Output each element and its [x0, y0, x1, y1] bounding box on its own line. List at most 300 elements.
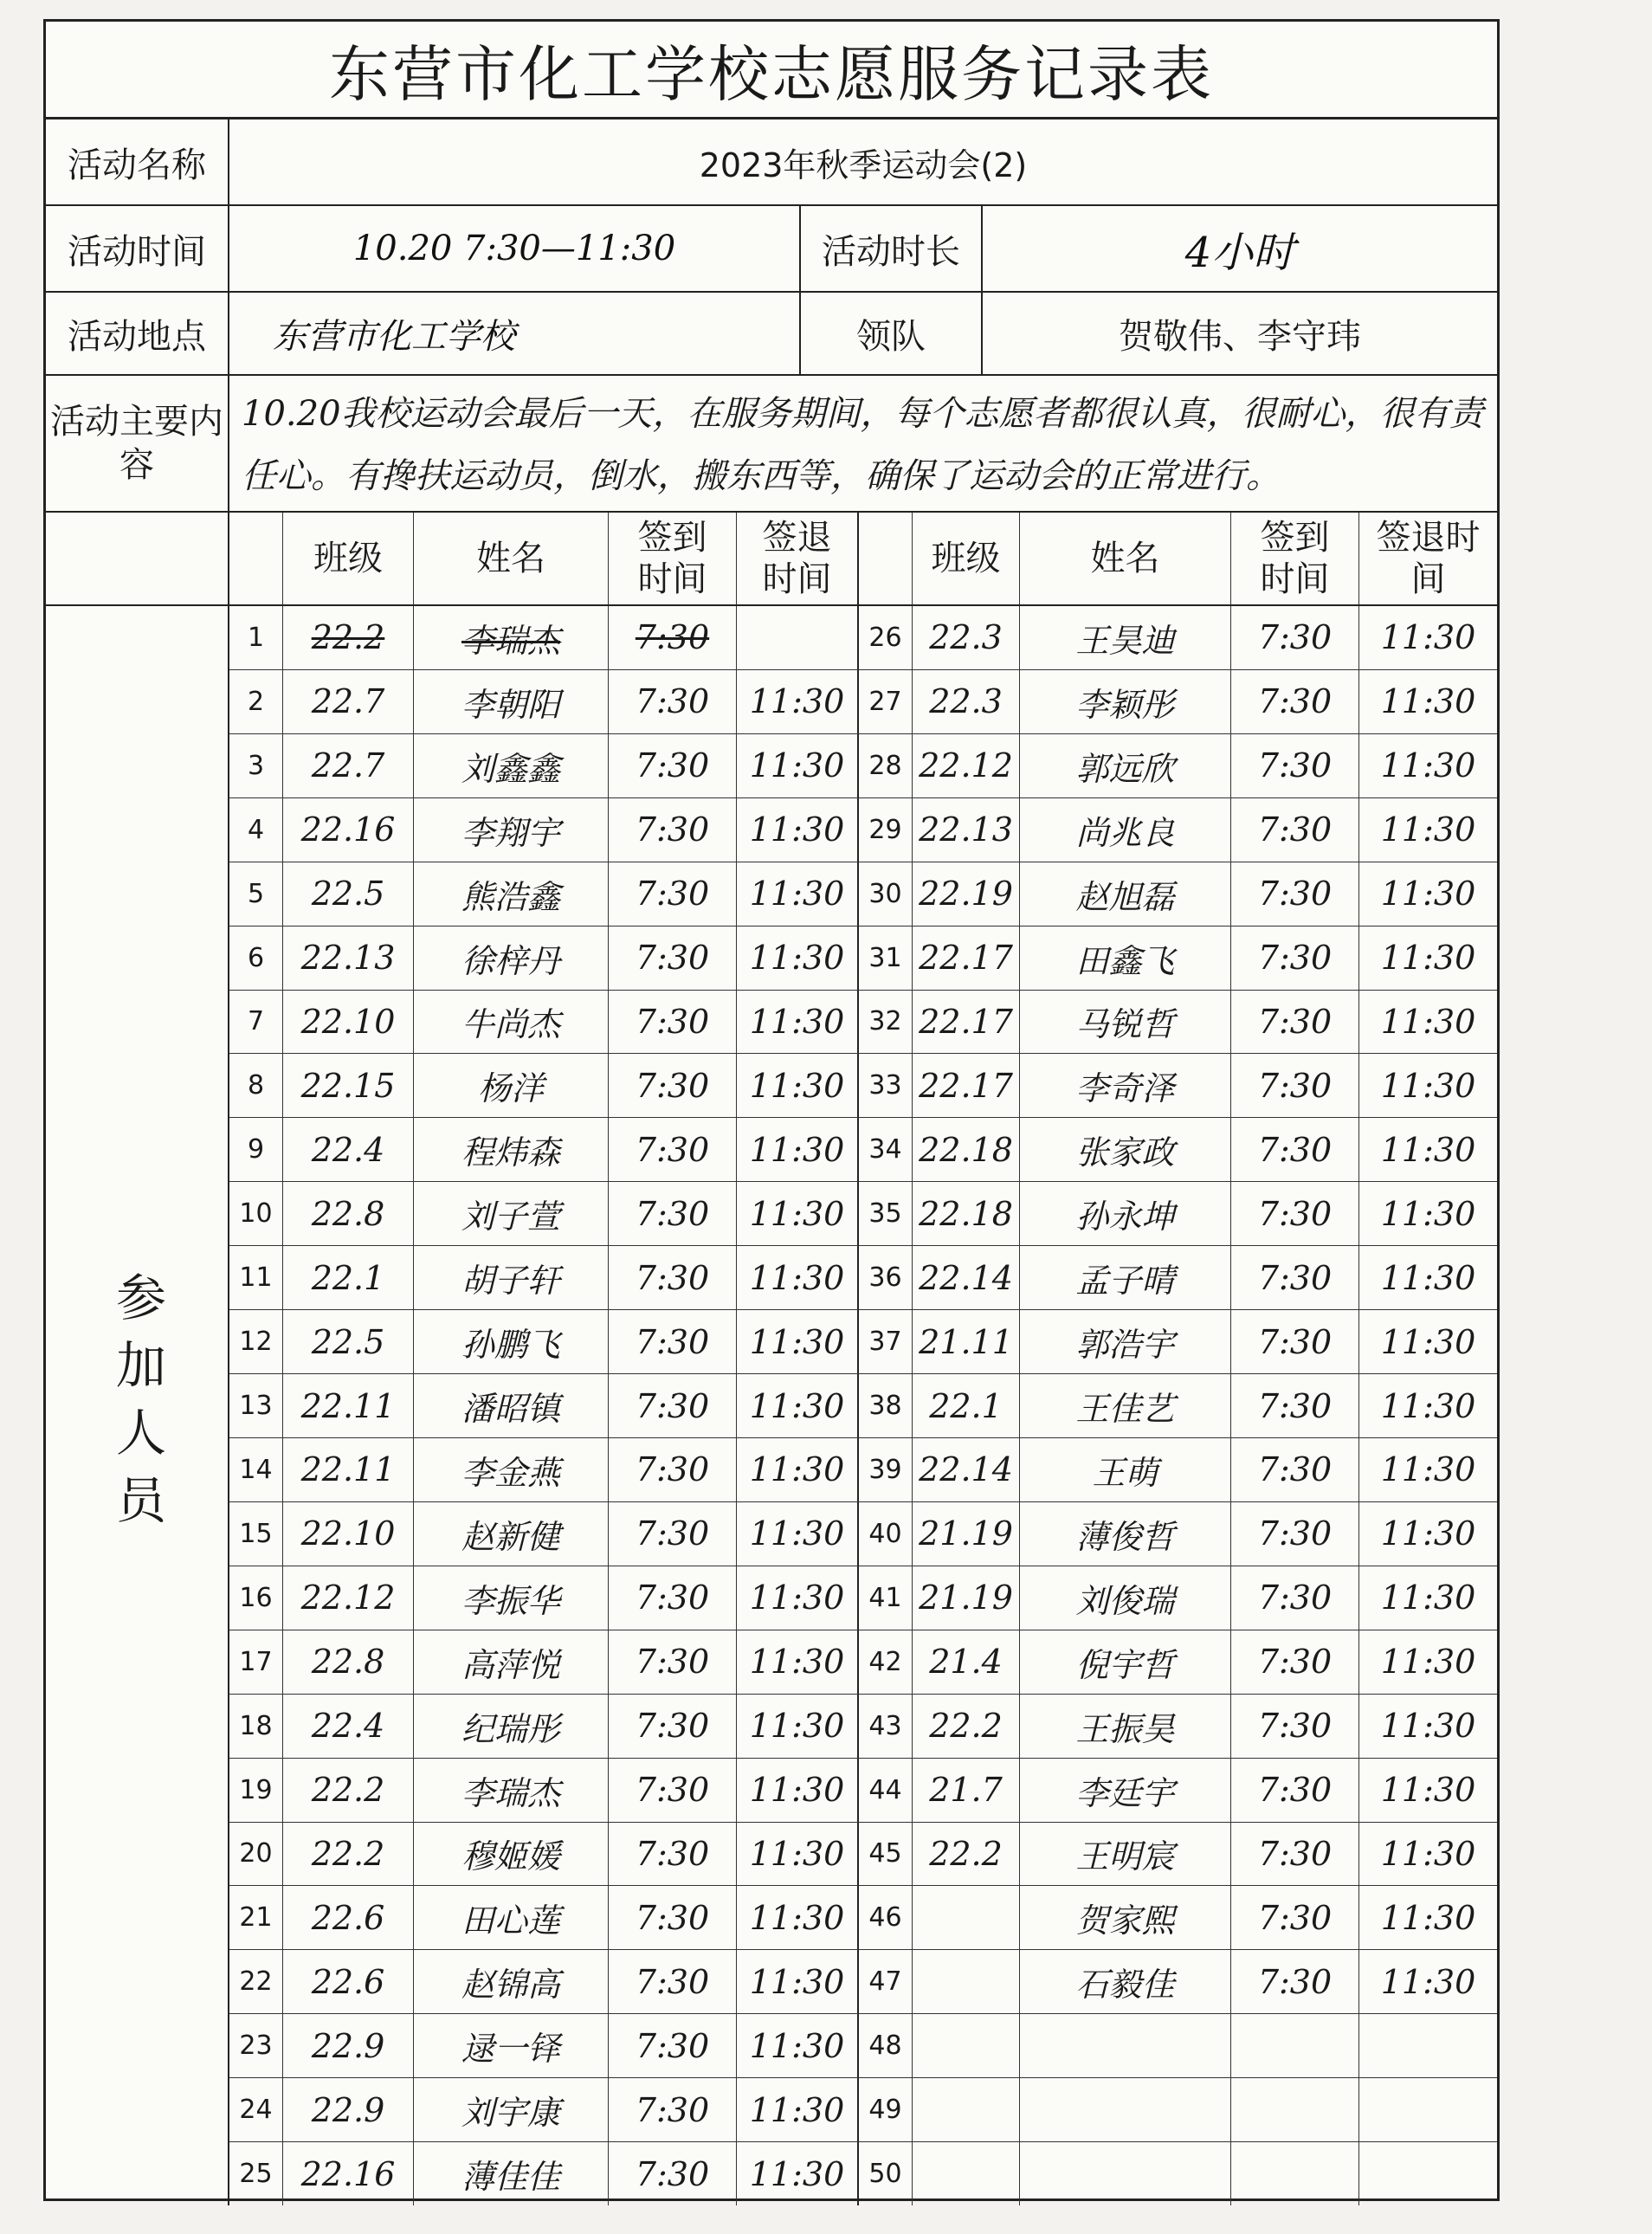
row-class: 22.8 — [283, 1182, 414, 1245]
row-name: 潘昭镇 — [414, 1374, 609, 1437]
row-name: 纪瑞彤 — [414, 1695, 609, 1758]
row-sign-out: 11:30 — [1380, 682, 1476, 721]
row-name: 牛尚杰 — [414, 991, 609, 1054]
row-sign-out: 11:30 — [737, 670, 859, 733]
table-row — [229, 1630, 1497, 1695]
row-sign-out: 11:30 — [737, 1374, 859, 1437]
participants-label-text: 参加人员 — [107, 1270, 166, 1541]
row-sign-out: 11:30 — [737, 1695, 859, 1758]
row-sign-out: 11:30 — [737, 2142, 859, 2205]
row-sign-in: 7:30 — [1231, 734, 1359, 797]
row-name: 赵旭磊 — [1020, 862, 1231, 926]
row-class: 22.3 — [913, 670, 1020, 733]
row-name: 徐梓丹 — [414, 927, 609, 990]
table-row — [229, 927, 1497, 991]
row-class: 22.7 — [283, 734, 414, 797]
row-sign-out: 11:30 — [1380, 1258, 1476, 1297]
row-name — [1020, 2142, 1231, 2205]
row-class: 21.19 — [913, 1502, 1020, 1566]
table-row — [229, 1246, 1497, 1310]
row-class: 22.2 — [913, 1823, 1020, 1886]
row-number: 31 — [859, 927, 913, 990]
row-name: 倪宇哲 — [1020, 1630, 1231, 1694]
row-number: 45 — [859, 1823, 913, 1886]
row-name: 尚兆良 — [1020, 798, 1231, 862]
row-class: 22.9 — [283, 2078, 414, 2141]
row-name: 胡子轩 — [414, 1246, 609, 1309]
row-name: 王昊迪 — [1020, 606, 1231, 669]
row-sign-out: 11:30 — [1380, 1130, 1476, 1169]
table-row — [229, 1182, 1497, 1246]
row-sign-in: 7:30 — [609, 2014, 737, 2077]
row-sign-out: 11:30 — [737, 1438, 859, 1501]
row-sign-in: 7:30 — [1231, 798, 1359, 862]
row-class: 22.5 — [283, 862, 414, 926]
row-sign-in: 7:30 — [609, 734, 737, 797]
row-sign-out: 11:30 — [737, 1054, 859, 1117]
table-row — [229, 2014, 1497, 2078]
table-row — [229, 2142, 1497, 2205]
header-class-right: 班级 — [913, 513, 1020, 604]
table-row — [229, 1695, 1497, 1759]
row-sign-out: 11:30 — [1380, 1322, 1476, 1361]
row-sign-in: 7:30 — [1231, 1118, 1359, 1181]
row-name — [1020, 2014, 1231, 2077]
row-sign-in: 7:30 — [609, 1695, 737, 1758]
row-number: 8 — [229, 1054, 283, 1117]
row-sign-out: 11:30 — [737, 798, 859, 862]
table-row — [229, 734, 1497, 798]
row-class: 22.3 — [913, 606, 1020, 669]
activity-time-value: 10.20 7:30—11:30 — [229, 206, 801, 291]
row-class: 21.11 — [913, 1310, 1020, 1373]
row-sign-in: 7:30 — [1231, 1630, 1359, 1694]
row-sign-in: 7:30 — [1231, 1886, 1359, 1949]
header-signout-right: 签退时间 — [1376, 518, 1481, 599]
row-name: 孟子晴 — [1020, 1246, 1231, 1309]
row-sign-in: 7:30 — [609, 1823, 737, 1886]
activity-content-value: 10.20我校运动会最后一天，在服务期间，每个志愿者都很认真，很耐心，很有责任心。有搀扶运动员，倒水，搬东西等，确保了运动会的正常进行。 — [242, 394, 1484, 496]
row-sign-in: 7:30 — [1231, 1054, 1359, 1117]
row-number: 15 — [229, 1502, 283, 1566]
row-class: 22.10 — [283, 1502, 414, 1566]
row-number: 28 — [859, 734, 913, 797]
row-number: 2 — [229, 670, 283, 733]
activity-place-value: 东营市化工学校 — [229, 293, 801, 374]
row-number: 48 — [859, 2014, 913, 2077]
row-number: 32 — [859, 991, 913, 1054]
activity-time-row — [46, 206, 1497, 293]
row-sign-in: 7:30 — [1231, 606, 1359, 669]
row-class: 22.11 — [283, 1374, 414, 1437]
row-name: 王振昊 — [1020, 1695, 1231, 1758]
row-name: 王佳艺 — [1020, 1374, 1231, 1437]
row-name: 李朝阳 — [414, 670, 609, 733]
participants-table-body — [229, 606, 1497, 2205]
table-row — [229, 991, 1497, 1055]
row-number: 27 — [859, 670, 913, 733]
row-number: 37 — [859, 1310, 913, 1373]
row-class: 22.19 — [913, 862, 1020, 926]
row-number: 47 — [859, 1950, 913, 2013]
row-sign-out: 11:30 — [1380, 1514, 1476, 1553]
row-sign-out: 11:30 — [737, 1502, 859, 1566]
row-number: 16 — [229, 1566, 283, 1630]
row-number: 10 — [229, 1182, 283, 1245]
row-number: 49 — [859, 2078, 913, 2141]
row-name: 郭远欣 — [1020, 734, 1231, 797]
row-name: 刘子萱 — [414, 1182, 609, 1245]
row-sign-out: 11:30 — [1380, 746, 1476, 785]
header-name-right: 姓名 — [1020, 513, 1231, 604]
row-sign-out: 11:30 — [737, 2078, 859, 2141]
row-number: 46 — [859, 1886, 913, 1949]
row-sign-out: 11:30 — [1380, 1579, 1476, 1617]
row-number: 35 — [859, 1182, 913, 1245]
row-sign-in: 7:30 — [1231, 1950, 1359, 2013]
row-class: 22.17 — [913, 1054, 1020, 1117]
row-class: 22.18 — [913, 1118, 1020, 1181]
row-name: 马锐哲 — [1020, 991, 1231, 1054]
activity-content-label: 活动主要内容 — [46, 376, 229, 511]
row-class: 22.2 — [913, 1695, 1020, 1758]
row-name: 杨洋 — [414, 1054, 609, 1117]
row-sign-in: 7:30 — [609, 670, 737, 733]
table-row — [229, 1118, 1497, 1182]
row-sign-out: 11:30 — [1380, 1962, 1476, 2001]
row-class: 21.4 — [913, 1630, 1020, 1694]
row-sign-in: 7:30 — [1231, 1502, 1359, 1566]
row-sign-in: 7:30 — [609, 1502, 737, 1566]
header-no-left — [229, 513, 283, 604]
row-sign-in: 7:30 — [1231, 991, 1359, 1054]
row-number: 25 — [229, 2142, 283, 2205]
row-sign-in: 7:30 — [1231, 1182, 1359, 1245]
row-class — [913, 1950, 1020, 2013]
row-class: 22.13 — [913, 798, 1020, 862]
row-number: 6 — [229, 927, 283, 990]
row-class: 22.12 — [913, 734, 1020, 797]
row-name: 薄佳佳 — [414, 2142, 609, 2205]
row-number: 50 — [859, 2142, 913, 2205]
row-number: 22 — [229, 1950, 283, 2013]
row-sign-out: 11:30 — [737, 1118, 859, 1181]
row-name: 李振华 — [414, 1566, 609, 1630]
row-number: 13 — [229, 1374, 283, 1437]
row-number: 5 — [229, 862, 283, 926]
row-class: 22.1 — [283, 1246, 414, 1309]
table-row — [229, 1759, 1497, 1823]
row-sign-in: 7:30 — [609, 1950, 737, 2013]
header-name-left: 姓名 — [414, 513, 609, 604]
participants-table-header — [229, 513, 1497, 606]
row-sign-in: 7:30 — [609, 1438, 737, 1501]
row-number: 38 — [859, 1374, 913, 1437]
header-signout-left: 签退时间 — [737, 513, 859, 604]
row-number: 42 — [859, 1630, 913, 1694]
row-sign-in — [1231, 2142, 1359, 2205]
row-number: 33 — [859, 1054, 913, 1117]
row-name: 赵锦高 — [414, 1950, 609, 2013]
table-row — [229, 1886, 1497, 1950]
row-class: 22.9 — [283, 2014, 414, 2077]
row-class: 22.15 — [283, 1054, 414, 1117]
row-class: 22.17 — [913, 927, 1020, 990]
row-name: 李瑞杰 — [414, 606, 609, 669]
row-sign-out: 11:30 — [737, 1310, 859, 1373]
row-sign-out: 11:30 — [737, 1246, 859, 1309]
row-sign-in: 7:30 — [609, 1566, 737, 1630]
row-number: 3 — [229, 734, 283, 797]
row-name: 郭浩宇 — [1020, 1310, 1231, 1373]
participants-side — [46, 513, 229, 2205]
table-row — [229, 862, 1497, 927]
form-title: 东营市化工学校志愿服务记录表 — [46, 22, 1497, 119]
row-class: 22.14 — [913, 1246, 1020, 1309]
row-class: 22.8 — [283, 1630, 414, 1694]
table-row — [229, 606, 1497, 670]
row-sign-in: 7:30 — [609, 798, 737, 862]
row-sign-out: 11:30 — [1380, 1194, 1476, 1233]
row-number: 39 — [859, 1438, 913, 1501]
row-sign-out: 11:30 — [1380, 1386, 1476, 1425]
row-name: 李奇泽 — [1020, 1054, 1231, 1117]
row-name: 孙鹏飞 — [414, 1310, 609, 1373]
row-sign-in: 7:30 — [609, 1759, 737, 1822]
row-class: 22.4 — [283, 1695, 414, 1758]
header-signin-left: 签到时间 — [609, 513, 737, 604]
row-sign-in: 7:30 — [609, 1182, 737, 1245]
row-number: 1 — [229, 606, 283, 669]
table-row — [229, 1310, 1497, 1374]
row-class — [913, 2142, 1020, 2205]
activity-time-label: 活动时间 — [46, 206, 229, 291]
row-number: 14 — [229, 1438, 283, 1501]
row-class: 21.19 — [913, 1566, 1020, 1630]
table-row — [229, 798, 1497, 862]
row-class: 22.1 — [913, 1374, 1020, 1437]
row-class: 22.14 — [913, 1438, 1020, 1501]
row-class: 22.6 — [283, 1950, 414, 2013]
row-sign-out: 11:30 — [737, 1759, 859, 1822]
row-sign-out: 11:30 — [1380, 939, 1476, 978]
activity-place-row — [46, 293, 1497, 376]
table-row — [229, 1054, 1497, 1118]
participants-label — [46, 606, 228, 2205]
row-name: 李廷宇 — [1020, 1759, 1231, 1822]
row-number: 24 — [229, 2078, 283, 2141]
row-sign-out: 11:30 — [737, 1950, 859, 2013]
row-number: 34 — [859, 1118, 913, 1181]
row-sign-out: 11:30 — [737, 862, 859, 926]
row-sign-out — [1359, 2014, 1497, 2077]
row-sign-out: 11:30 — [1380, 1002, 1476, 1041]
row-sign-out: 11:30 — [1380, 1450, 1476, 1489]
row-number: 40 — [859, 1502, 913, 1566]
table-row — [229, 1438, 1497, 1502]
row-sign-out — [1359, 2142, 1497, 2205]
row-name: 程炜森 — [414, 1118, 609, 1181]
row-name: 熊浩鑫 — [414, 862, 609, 926]
row-sign-in: 7:30 — [1231, 1566, 1359, 1630]
row-name: 李翔宇 — [414, 798, 609, 862]
row-number: 7 — [229, 991, 283, 1054]
record-sheet — [43, 19, 1500, 2201]
row-name: 李瑞杰 — [414, 1759, 609, 1822]
row-name: 刘俊瑞 — [1020, 1566, 1231, 1630]
row-class: 21.7 — [913, 1759, 1020, 1822]
participants-table — [229, 513, 1497, 2205]
row-name: 薄俊哲 — [1020, 1502, 1231, 1566]
row-class — [913, 1886, 1020, 1949]
row-sign-in: 7:30 — [1231, 927, 1359, 990]
row-sign-in: 7:30 — [609, 927, 737, 990]
row-sign-in: 7:30 — [609, 1630, 737, 1694]
row-sign-in: 7:30 — [1231, 1246, 1359, 1309]
table-row — [229, 670, 1497, 734]
row-sign-in: 7:30 — [609, 2142, 737, 2205]
row-name: 赵新健 — [414, 1502, 609, 1566]
row-name: 逯一铎 — [414, 2014, 609, 2077]
row-name: 刘宇康 — [414, 2078, 609, 2141]
row-sign-in — [1231, 2078, 1359, 2141]
row-class: 22.6 — [283, 1886, 414, 1949]
table-row — [229, 1823, 1497, 1887]
row-number: 4 — [229, 798, 283, 862]
row-class: 22.4 — [283, 1118, 414, 1181]
row-sign-in: 7:30 — [609, 1118, 737, 1181]
side-header-blank — [46, 513, 228, 606]
row-sign-out: 11:30 — [737, 991, 859, 1054]
row-sign-out: 11:30 — [1380, 1643, 1476, 1682]
row-sign-out — [1359, 2078, 1497, 2141]
row-name: 石毅佳 — [1020, 1950, 1231, 2013]
row-class: 22.12 — [283, 1566, 414, 1630]
activity-content-row — [46, 376, 1497, 513]
header-signin-right: 签到时间 — [1231, 513, 1359, 604]
row-class: 22.17 — [913, 991, 1020, 1054]
row-sign-out: 11:30 — [1380, 618, 1476, 657]
row-class: 22.5 — [283, 1310, 414, 1373]
table-row — [229, 2078, 1497, 2142]
row-name: 刘鑫鑫 — [414, 734, 609, 797]
row-number: 41 — [859, 1566, 913, 1630]
row-class — [913, 2078, 1020, 2141]
row-class: 22.18 — [913, 1182, 1020, 1245]
row-sign-in: 7:30 — [1231, 1823, 1359, 1886]
header-no-right — [859, 513, 913, 604]
activity-name-row — [46, 119, 1497, 206]
row-sign-out: 11:30 — [737, 1886, 859, 1949]
row-sign-in — [1231, 2014, 1359, 2077]
participants-section — [46, 513, 1497, 2205]
row-sign-out: 11:30 — [737, 2014, 859, 2077]
header-class-left: 班级 — [283, 513, 414, 604]
activity-name-value: 2023年秋季运动会(2) — [699, 145, 1028, 184]
row-sign-out: 11:30 — [1380, 1898, 1476, 1937]
row-sign-in: 7:30 — [609, 862, 737, 926]
row-sign-in: 7:30 — [609, 1246, 737, 1309]
row-number: 23 — [229, 2014, 283, 2077]
row-sign-in: 7:30 — [1231, 1310, 1359, 1373]
row-class: 22.16 — [283, 2142, 414, 2205]
row-class: 22.13 — [283, 927, 414, 990]
row-sign-in: 7:30 — [1231, 1759, 1359, 1822]
row-sign-in: 7:30 — [1231, 1695, 1359, 1758]
row-sign-out: 11:30 — [737, 927, 859, 990]
table-row — [229, 1566, 1497, 1630]
row-name: 张家政 — [1020, 1118, 1231, 1181]
row-sign-in: 7:30 — [1231, 1374, 1359, 1437]
row-sign-out: 11:30 — [1380, 810, 1476, 849]
row-class: 22.2 — [283, 606, 414, 669]
row-name: 李金燕 — [414, 1438, 609, 1501]
row-sign-in: 7:30 — [609, 1310, 737, 1373]
row-sign-out: 11:30 — [737, 1182, 859, 1245]
row-sign-in: 7:30 — [1231, 1438, 1359, 1501]
duration-label: 活动时长 — [801, 206, 983, 291]
row-class: 22.2 — [283, 1759, 414, 1822]
row-name: 田心莲 — [414, 1886, 609, 1949]
row-number: 43 — [859, 1695, 913, 1758]
row-class — [913, 2014, 1020, 2077]
row-name — [1020, 2078, 1231, 2141]
row-name: 王萌 — [1020, 1438, 1231, 1501]
row-sign-in: 7:30 — [609, 991, 737, 1054]
row-sign-in: 7:30 — [609, 606, 737, 669]
row-name: 王明宸 — [1020, 1823, 1231, 1886]
leader-label: 领队 — [801, 293, 983, 374]
row-class: 22.2 — [283, 1823, 414, 1886]
row-sign-in: 7:30 — [609, 2078, 737, 2141]
row-class: 22.7 — [283, 670, 414, 733]
row-sign-out: 11:30 — [1380, 1771, 1476, 1810]
row-number: 36 — [859, 1246, 913, 1309]
row-sign-out: 11:30 — [737, 1823, 859, 1886]
row-sign-out: 11:30 — [1380, 1066, 1476, 1105]
row-name: 穆姬媛 — [414, 1823, 609, 1886]
row-sign-in: 7:30 — [1231, 862, 1359, 926]
leader-value: 贺敬伟、李守玮 — [1119, 316, 1361, 357]
row-number: 17 — [229, 1630, 283, 1694]
row-sign-out: 11:30 — [737, 734, 859, 797]
row-name: 贺家熙 — [1020, 1886, 1231, 1949]
row-sign-out: 11:30 — [1380, 875, 1476, 914]
row-class: 22.16 — [283, 798, 414, 862]
row-number: 21 — [229, 1886, 283, 1949]
row-number: 11 — [229, 1246, 283, 1309]
row-sign-out — [737, 606, 859, 669]
row-number: 44 — [859, 1759, 913, 1822]
row-sign-out: 11:30 — [1380, 1707, 1476, 1746]
row-name: 高萍悦 — [414, 1630, 609, 1694]
row-sign-in: 7:30 — [609, 1886, 737, 1949]
row-number: 29 — [859, 798, 913, 862]
row-sign-in: 7:30 — [609, 1374, 737, 1437]
row-name: 李颖彤 — [1020, 670, 1231, 733]
row-number: 12 — [229, 1310, 283, 1373]
row-class: 22.10 — [283, 991, 414, 1054]
row-number: 26 — [859, 606, 913, 669]
activity-place-label: 活动地点 — [46, 293, 229, 374]
table-row — [229, 1502, 1497, 1566]
row-number: 30 — [859, 862, 913, 926]
row-sign-out: 11:30 — [737, 1630, 859, 1694]
row-class: 22.11 — [283, 1438, 414, 1501]
row-sign-in: 7:30 — [1231, 670, 1359, 733]
duration-value: 4小时 — [1184, 228, 1295, 277]
row-name: 田鑫飞 — [1020, 927, 1231, 990]
